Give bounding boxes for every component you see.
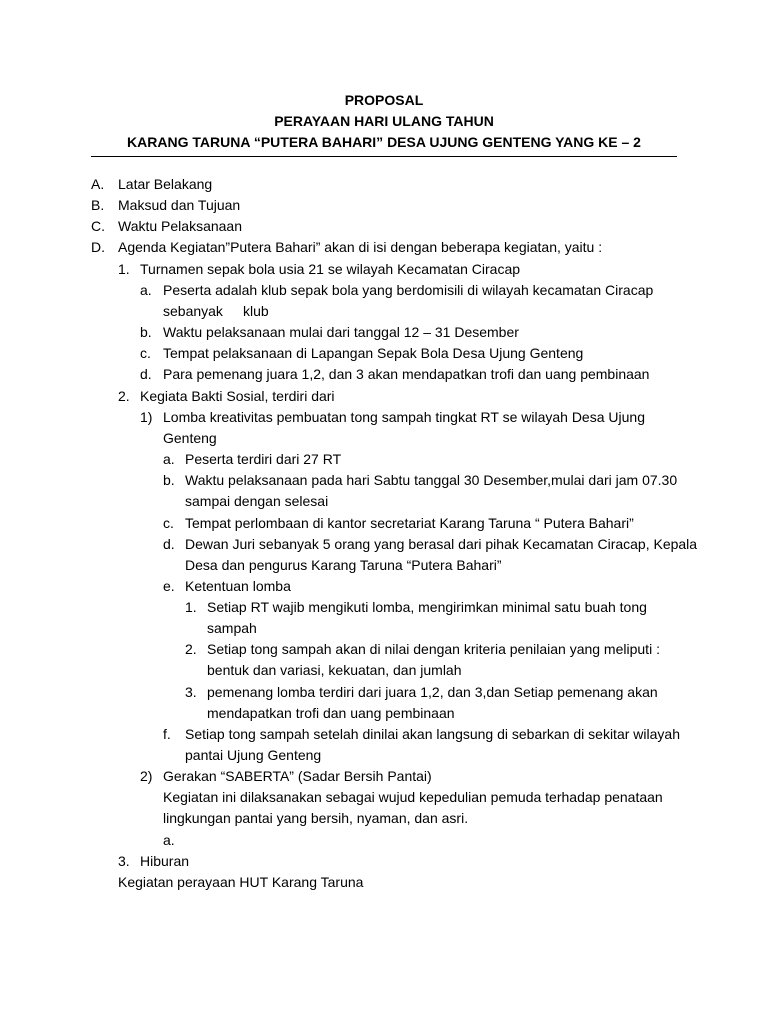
title-organization: KARANG TARUNA “PUTERA BAHARI” DESA UJUNG GENTENG YANG KE – 2 — [127, 134, 641, 150]
item-1c-text: Tempat pelaksanaan di Lapangan Sepak Bola Desa Ujung Genteng — [163, 345, 584, 361]
title-event: PERAYAAN HARI ULANG TAHUN — [274, 113, 494, 129]
closing-text: Kegiatan perayaan HUT Karang Taruna — [118, 874, 364, 890]
sub1-f-line1: Setiap tong sampah setelah dinilai akan langsung di sebarkan di sekitar wilayah — [185, 726, 680, 742]
section-c-text: Waktu Pelaksanaan — [118, 218, 242, 234]
item-2-sub1-marker: 1) — [140, 409, 153, 425]
item-2-sub1-line1: Lomba kreativitas pembuatan tong sampah tingkat RT se wilayah Desa Ujung — [163, 409, 645, 425]
title-proposal: PROPOSAL — [344, 92, 424, 108]
item-1b-marker: b. — [140, 324, 152, 340]
rule-1-marker: 1. — [185, 599, 197, 615]
item-3-text: Hiburan — [140, 853, 190, 869]
section-b-text: Maksud dan Tujuan — [118, 197, 241, 213]
item-1a-line2-suffix: klub — [243, 303, 269, 319]
item-1c-marker: c. — [140, 345, 151, 361]
rule-1-line1: Setiap RT wajib mengikuti lomba, mengirimkan minimal satu buah tong — [207, 599, 647, 615]
item-3-marker: 3. — [118, 853, 130, 869]
sub1-f-line2: pantai Ujung Genteng — [185, 747, 322, 763]
item-2-sub1-line2: Genteng — [163, 430, 217, 446]
item-2-marker: 2. — [118, 388, 130, 404]
rule-3-marker: 3. — [185, 684, 197, 700]
sub1-d-line2: Desa dan pengurus Karang Taruna “Putera Bahari” — [185, 557, 502, 573]
item-1d-marker: d. — [140, 366, 152, 382]
sub1-b-line1: Waktu pelaksanaan pada hari Sabtu tanggal 30 Desember,mulai dari jam 07.30 — [185, 472, 678, 488]
section-c-marker: C. — [91, 218, 105, 234]
sub1-b-line2: sampai dengan selesai — [185, 493, 329, 509]
sub1-e-marker: e. — [163, 578, 175, 594]
rule-3-line2: mendapatkan trofi dan uang pembinaan — [207, 705, 455, 721]
item-1-marker: 1. — [118, 261, 130, 277]
item-2-sub2-a-marker: a. — [163, 832, 175, 848]
item-2-sub2-paragraph-line2: lingkungan pantai yang bersih, nyaman, dan asri. — [163, 810, 469, 826]
sub1-c-marker: c. — [163, 515, 174, 531]
sub1-e-text: Ketentuan lomba — [185, 578, 291, 594]
rule-3-line1: pemenang lomba terdiri dari juara 1,2, dan 3,dan Setiap pemenang akan — [207, 684, 658, 700]
item-1-text: Turnamen sepak bola usia 21 se wilayah Kecamatan Ciracap — [140, 261, 521, 277]
section-a-text: Latar Belakang — [118, 176, 213, 192]
item-2-sub2-marker: 2) — [140, 768, 153, 784]
item-2-sub2-text: Gerakan “SABERTA” (Sadar Bersih Pantai) — [163, 768, 432, 784]
sub1-d-line1: Dewan Juri sebanyak 5 orang yang berasal dari pihak Kecamatan Ciracap, Kepala — [185, 536, 698, 552]
section-a-marker: A. — [91, 176, 105, 192]
sub1-a-text: Peserta terdiri dari 27 RT — [185, 451, 342, 467]
item-1b-text: Waktu pelaksanaan mulai dari tanggal 12 – 31 Desember — [163, 324, 519, 340]
item-1a-line2: sebanyak — [163, 303, 223, 319]
header-divider — [91, 156, 677, 157]
rule-2-line1: Setiap tong sampah akan di nilai dengan kriteria penilaian yang meliputi : — [207, 641, 660, 657]
sub1-b-marker: b. — [163, 472, 175, 488]
item-1a-line1: Peserta adalah klub sepak bola yang berdomisili di wilayah kecamatan Ciracap — [163, 282, 654, 298]
sub1-d-marker: d. — [163, 536, 175, 552]
item-2-sub2-paragraph-line1: Kegiatan ini dilaksanakan sebagai wujud kepedulian pemuda terhadap penataan — [163, 789, 663, 805]
rule-2-marker: 2. — [185, 641, 197, 657]
item-2-text: Kegiata Bakti Sosial, terdiri dari — [140, 388, 335, 404]
rule-2-line2: bentuk dan variasi, kekuatan, dan jumlah — [207, 662, 462, 678]
rule-1-line2: sampah — [207, 620, 257, 636]
item-1d-text: Para pemenang juara 1,2, dan 3 akan mendapatkan trofi dan uang pembinaan — [163, 366, 650, 382]
sub1-a-marker: a. — [163, 451, 175, 467]
section-d-marker: D. — [91, 239, 105, 255]
item-1a-marker: a. — [140, 282, 152, 298]
sub1-c-text: Tempat perlombaan di kantor secretariat Karang Taruna “ Putera Bahari” — [185, 515, 634, 531]
section-d-text: Agenda Kegiatan”Putera Bahari” akan di isi dengan beberapa kegiatan, yaitu : — [118, 239, 603, 255]
sub1-f-marker: f. — [163, 726, 171, 742]
section-b-marker: B. — [91, 197, 105, 213]
